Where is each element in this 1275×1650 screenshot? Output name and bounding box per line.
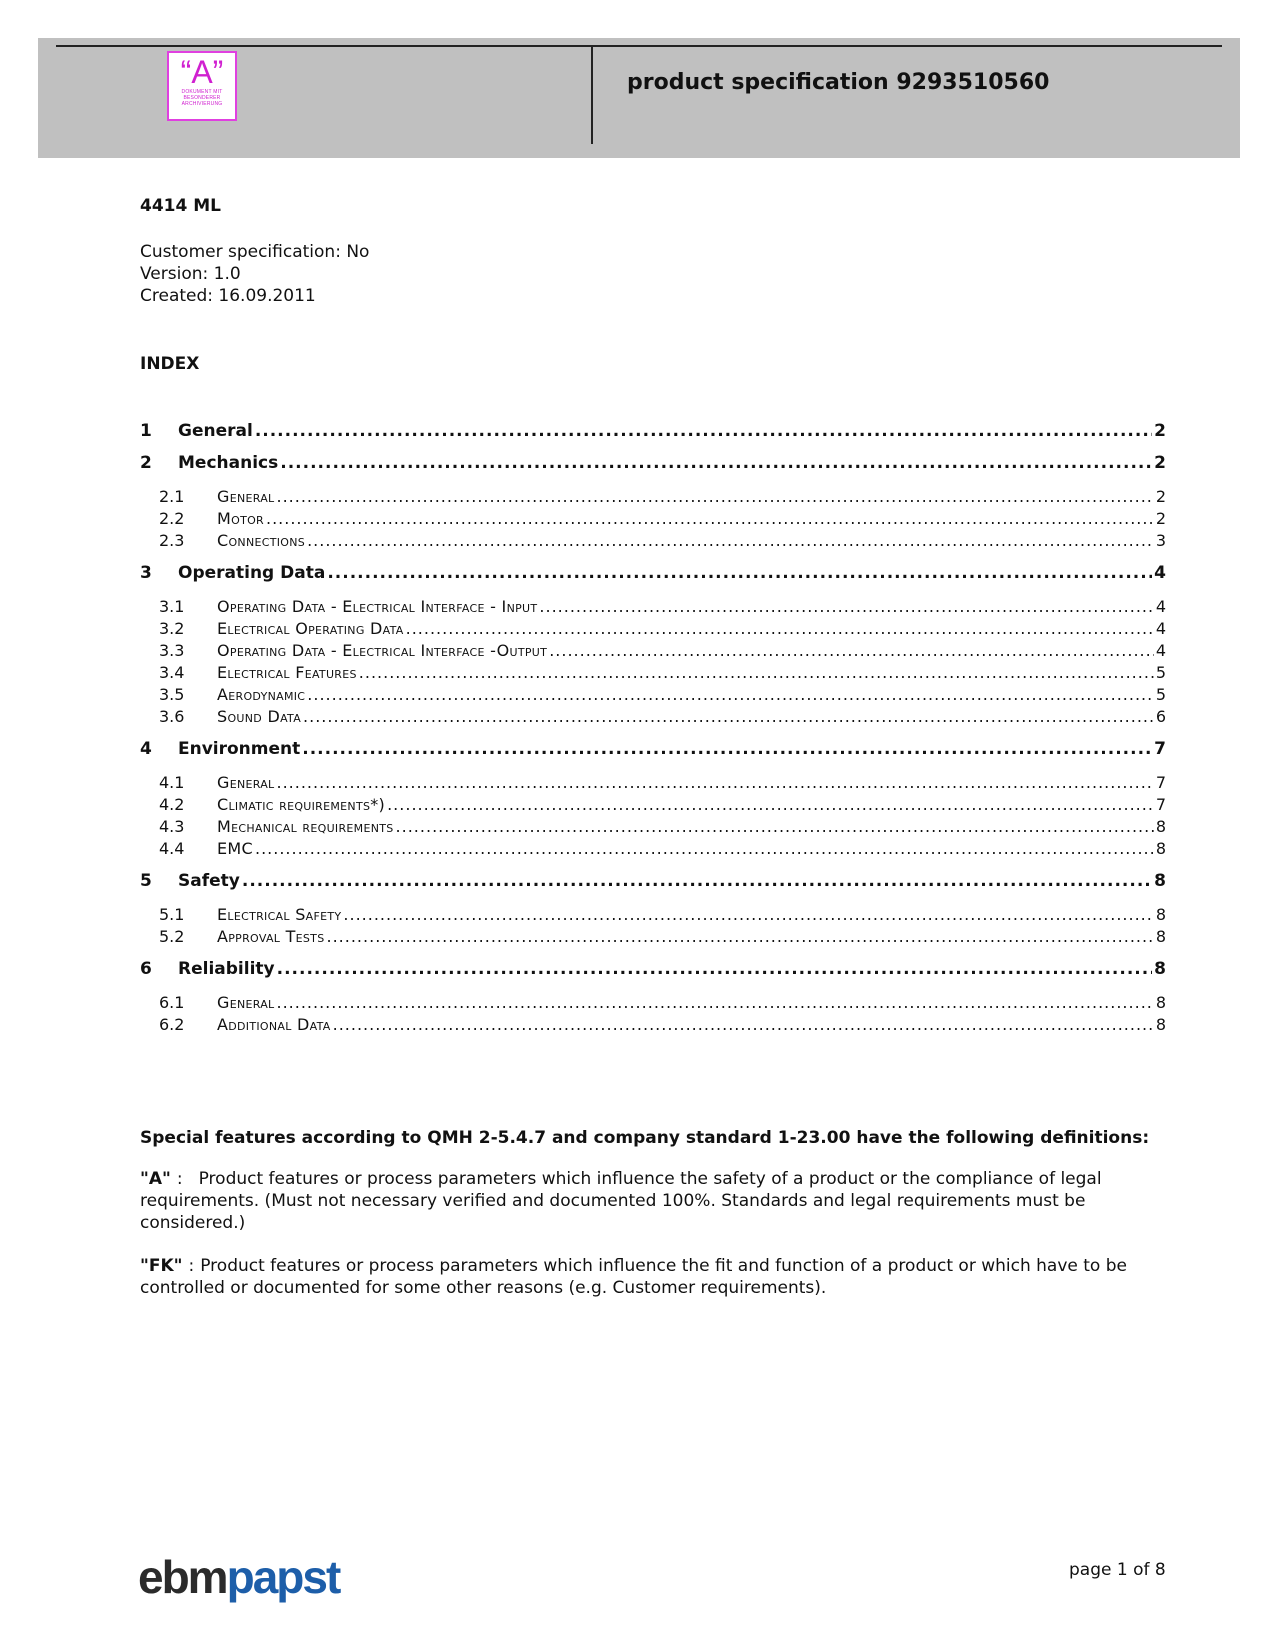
toc-entry[interactable] <box>140 663 1166 685</box>
toc-leader-dots <box>333 1015 1154 1034</box>
ebmpapst-logo <box>138 1552 339 1602</box>
toc-entry[interactable] <box>140 773 1166 795</box>
toc-entry[interactable] <box>140 707 1166 729</box>
toc-entry-label: Additional Data <box>217 1015 331 1034</box>
toc-entry-page: 2 <box>1155 487 1166 506</box>
toc-leader-dots <box>303 707 1154 726</box>
toc-leader-dots <box>406 619 1154 638</box>
toc-entry-page: 7 <box>1155 773 1166 792</box>
toc-entry-label: Electrical Operating Data <box>217 619 404 638</box>
toc-entry-number: 6 <box>140 959 152 979</box>
toc-entry-number: 3.1 <box>159 597 185 616</box>
toc-entry-label: EMC <box>217 839 253 858</box>
definition-text: Product features or process parameters which influence the fit and function of a product or which have to be controlled or documented for some other reasons (e.g. Customer requirements). <box>140 1256 1127 1298</box>
definition-key: "FK" <box>140 1256 183 1276</box>
toc-entry-page: 4 <box>1155 619 1166 638</box>
toc-entry-page: 8 <box>1155 839 1166 858</box>
toc-entry-page: 7 <box>1154 739 1166 759</box>
toc-leader-dots <box>307 685 1154 704</box>
toc-entry-label: Motor <box>217 509 264 528</box>
toc-entry[interactable] <box>140 839 1166 861</box>
toc-entry-page: 4 <box>1154 563 1166 583</box>
toc-entry-page: 3 <box>1155 531 1166 550</box>
toc-entry-label: Reliability <box>178 959 275 979</box>
toc-entry-number: 2.3 <box>159 531 185 550</box>
product-code: 4414 ML <box>140 196 221 216</box>
toc-entry-number: 2.2 <box>159 509 185 528</box>
toc-entry-label: General <box>217 993 275 1012</box>
toc-entry-page: 8 <box>1155 993 1166 1012</box>
page-number: page 1 of 8 <box>1069 1560 1166 1580</box>
toc-entry-label: Mechanical requirements <box>217 817 394 836</box>
toc-entry-number: 3.5 <box>159 685 185 704</box>
toc-leader-dots <box>266 509 1154 528</box>
toc-leader-dots <box>277 959 1153 979</box>
toc-entry[interactable] <box>140 531 1166 553</box>
toc-entry-label: Operating Data - Electrical Interface -Output <box>217 641 548 660</box>
toc-entry-number: 3.3 <box>159 641 185 660</box>
toc-entry[interactable] <box>140 927 1166 949</box>
toc-entry-number: 1 <box>140 421 152 441</box>
toc-entry-page: 8 <box>1154 959 1166 979</box>
version: Version: 1.0 <box>140 264 241 284</box>
toc-leader-dots <box>549 641 1154 660</box>
toc-entry-label: General <box>178 421 253 441</box>
logo-text-papst: papst <box>226 1551 340 1603</box>
toc-entry-number: 2 <box>140 453 152 473</box>
toc-entry-number: 3 <box>140 563 152 583</box>
toc-entry-label: Aerodynamic <box>217 685 306 704</box>
toc-entry-label: Mechanics <box>178 453 279 473</box>
toc-entry-page: 8 <box>1155 1015 1166 1034</box>
toc-entry-page: 4 <box>1155 597 1166 616</box>
toc-entry-page: 5 <box>1155 685 1166 704</box>
special-features-section <box>140 1128 1170 1320</box>
toc-entry[interactable] <box>140 871 1166 893</box>
header-top-rule <box>56 45 1222 47</box>
toc-entry[interactable] <box>140 959 1166 981</box>
toc-leader-dots <box>255 421 1152 441</box>
toc-leader-dots <box>327 927 1154 946</box>
toc-entry[interactable] <box>140 817 1166 839</box>
toc-entry[interactable] <box>140 487 1166 509</box>
toc-entry-label: Environment <box>178 739 301 759</box>
toc-entry-number: 3.6 <box>159 707 185 726</box>
toc-entry-page: 8 <box>1154 871 1166 891</box>
toc-entry[interactable] <box>140 905 1166 927</box>
toc-entry[interactable] <box>140 795 1166 817</box>
toc-entry-page: 2 <box>1155 509 1166 528</box>
stamp-line: DOKUMENT MIT <box>181 89 223 95</box>
toc-entry[interactable] <box>140 453 1166 475</box>
toc-entry-page: 4 <box>1155 641 1166 660</box>
toc-leader-dots <box>539 597 1153 616</box>
stamp-letter: “A” <box>180 54 224 90</box>
toc-entry-page: 6 <box>1155 707 1166 726</box>
toc-entry-number: 4.2 <box>159 795 185 814</box>
toc-leader-dots <box>276 773 1153 792</box>
toc-entry[interactable] <box>140 509 1166 531</box>
toc-entry-number: 4 <box>140 739 152 759</box>
toc-entry-page: 7 <box>1155 795 1166 814</box>
toc-entry[interactable] <box>140 685 1166 707</box>
definition-fk: "FK" : Product features or process parameters which influence the fit and function of a product or which have to be controlled or documented for some other reasons (e.g. Customer requirements). <box>140 1256 1127 1298</box>
toc-entry[interactable] <box>140 563 1166 585</box>
toc-leader-dots <box>255 839 1154 858</box>
toc-entry-page: 8 <box>1155 905 1166 924</box>
definition-text: Product features or process parameters which influence the safety of a product or the compliance of legal requirements. (Must not necessary verified and documented 100%. Standards and legal requirements must be considered.) <box>140 1169 1102 1233</box>
special-features-heading: Special features according to QMH 2-5.4.7 and company standard 1-23.00 have the following definitions: <box>140 1128 1150 1148</box>
toc-entry-page: 8 <box>1155 817 1166 836</box>
toc-leader-dots <box>302 739 1152 759</box>
toc-entry-number: 6.1 <box>159 993 185 1012</box>
toc-entry[interactable] <box>140 1015 1166 1037</box>
toc-entry[interactable] <box>140 739 1166 761</box>
logo-text-ebm: ebm <box>138 1551 227 1603</box>
document-title: product specification 9293510560 <box>627 70 1050 95</box>
toc-entry-number: 5.2 <box>159 927 185 946</box>
page-header <box>38 38 1240 158</box>
toc-leader-dots <box>387 795 1154 814</box>
toc-entry-label: Climatic requirements*) <box>217 795 386 814</box>
toc-entry-number: 5.1 <box>159 905 185 924</box>
definition-a: "A" : Product features or process parameters which influence the safety of a product or the compliance of legal requirements. (Must not necessary verified and documented 100%. Standards and legal requirements must be considered.) <box>140 1169 1102 1233</box>
toc-leader-dots <box>276 487 1153 506</box>
toc-entry-label: Connections <box>217 531 306 550</box>
toc-entry-number: 4.4 <box>159 839 185 858</box>
created-date: Created: 16.09.2011 <box>140 286 316 306</box>
header-divider <box>591 46 593 144</box>
toc-entry-label: General <box>217 773 275 792</box>
toc-entry-label: Operating Data <box>178 563 326 583</box>
index-heading: INDEX <box>140 354 200 374</box>
toc-leader-dots <box>276 993 1153 1012</box>
toc-entry[interactable] <box>140 993 1166 1015</box>
stamp-line: BESONDERER <box>183 95 221 101</box>
toc-leader-dots <box>396 817 1154 836</box>
toc-entry-label: Electrical Features <box>217 663 357 682</box>
toc-leader-dots <box>359 663 1154 682</box>
toc-entry-label: Operating Data - Electrical Interface - Input <box>217 597 538 616</box>
stamp-line: ARCHIVIERUNG <box>181 101 223 107</box>
toc-entry[interactable] <box>140 597 1166 619</box>
toc-entry-number: 6.2 <box>159 1015 185 1034</box>
toc-entry[interactable] <box>140 421 1166 443</box>
archive-stamp-logo <box>167 51 237 121</box>
toc-leader-dots <box>343 905 1153 924</box>
toc-entry-number: 5 <box>140 871 152 891</box>
toc-entry-number: 2.1 <box>159 487 185 506</box>
toc-entry-label: Sound Data <box>217 707 302 726</box>
toc-entry-number: 3.2 <box>159 619 185 638</box>
toc-entry[interactable] <box>140 641 1166 663</box>
toc-entry-page: 5 <box>1155 663 1166 682</box>
toc-leader-dots <box>242 871 1152 891</box>
customer-specification: Customer specification: No <box>140 242 370 262</box>
toc-entry-page: 8 <box>1155 927 1166 946</box>
toc-entry-label: Electrical Safety <box>217 905 342 924</box>
toc-leader-dots <box>327 563 1152 583</box>
toc-entry-number: 3.4 <box>159 663 185 682</box>
toc-entry-page: 2 <box>1154 421 1166 441</box>
toc-entry[interactable] <box>140 619 1166 641</box>
toc-entry-number: 4.3 <box>159 817 185 836</box>
definition-key: "A" <box>140 1169 171 1189</box>
toc-entry-label: General <box>217 487 275 506</box>
toc-entry-label: Approval Tests <box>217 927 325 946</box>
toc-entry-number: 4.1 <box>159 773 185 792</box>
toc-entry-label: Safety <box>178 871 240 891</box>
toc-entry-page: 2 <box>1154 453 1166 473</box>
toc-leader-dots <box>307 531 1154 550</box>
toc-leader-dots <box>280 453 1152 473</box>
document-meta <box>140 241 369 307</box>
